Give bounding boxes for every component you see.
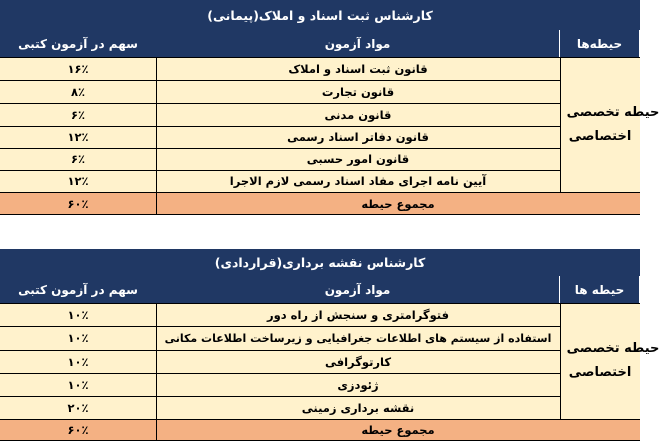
grid-line	[0, 440, 640, 441]
table-row	[0, 148, 640, 170]
table-row	[0, 126, 640, 148]
share-cell: ۱۲٪	[67, 130, 89, 144]
header-area: حیطه‌ها	[560, 30, 640, 57]
area-cell	[560, 303, 659, 419]
share-cell: ۶٪	[70, 107, 86, 122]
subject-cell: کارتوگرافی	[324, 354, 392, 369]
subject-cell: ژئودزی	[337, 377, 379, 392]
subject-cell: قانون مدنی	[324, 107, 392, 122]
table-header-row	[0, 276, 640, 303]
area-line: حیطه تخصصی	[566, 104, 659, 120]
area-cell	[560, 57, 659, 192]
table-surveying	[0, 249, 659, 442]
table-title-text: کارشناس ثبت اسناد و املاک(پیمانی)	[207, 7, 433, 23]
table-row	[0, 326, 640, 350]
table-title	[0, 0, 640, 30]
table-row	[0, 396, 640, 419]
share-cell: ۱۶٪	[67, 61, 89, 76]
share-cell: ۸٪	[70, 84, 86, 99]
total-share: ۶۰٪	[67, 422, 89, 437]
share-cell: ۱۰٪	[67, 307, 89, 322]
grid-line	[0, 126, 560, 127]
table-row	[0, 373, 640, 396]
grid-line	[0, 170, 560, 171]
grid-line	[0, 214, 640, 215]
header-area: حیطه ها	[560, 276, 640, 303]
total-label: مجموع حیطه	[361, 196, 435, 211]
subject-cell: قانون امور حسبی	[306, 152, 410, 166]
share-cell: ۱۰٪	[67, 354, 89, 369]
grid-line	[0, 80, 560, 81]
table-title	[0, 249, 640, 276]
table-row	[0, 170, 640, 192]
subject-cell: قانون تجارت	[321, 84, 395, 99]
subject-cell: نقشه برداری زمینی	[301, 400, 415, 415]
grid-line	[0, 419, 640, 420]
subject-cell: قانون ثبت اسناد و املاک	[288, 61, 428, 76]
table-registration	[0, 0, 659, 215]
area-line: حیطه تخصصی	[566, 341, 659, 356]
total-row	[0, 192, 640, 215]
table-title-text: کارشناس نقشه برداری(قراردادی)	[214, 255, 426, 270]
grid-line	[0, 350, 560, 351]
share-cell: ۲۰٪	[67, 400, 89, 415]
total-label: مجموع حیطه	[361, 422, 435, 437]
grid-line	[0, 373, 560, 374]
header-subject: مواد آزمون	[156, 30, 560, 57]
grid-line	[156, 57, 157, 215]
grid-line	[0, 148, 560, 149]
header-subject: مواد آزمون	[156, 276, 560, 303]
subject-cell: آیین نامه اجرای مفاد اسناد رسمی لازم الاجرا	[229, 174, 487, 188]
share-cell: ۱۰٪	[67, 331, 89, 345]
grid-line	[156, 303, 157, 440]
grid-line	[0, 103, 560, 104]
grid-line	[560, 57, 561, 192]
table-row	[0, 57, 640, 80]
subject-cell: فتوگرامتری و سنجش از راه دور	[266, 307, 450, 322]
header-share: سهم در آزمون کتبی	[18, 282, 138, 297]
area-line: اختصاصی	[568, 365, 632, 380]
table-row	[0, 303, 640, 326]
grid-line	[0, 396, 560, 397]
total-share: ۶۰٪	[67, 196, 89, 211]
share-cell: ۶٪	[70, 152, 86, 166]
grid-line	[560, 303, 561, 419]
share-cell: ۱۲٪	[67, 174, 89, 188]
subject-cell: قانون دفاتر اسناد رسمی	[287, 130, 429, 144]
area-line: اختصاصی	[568, 128, 632, 144]
grid-line	[0, 326, 560, 327]
table-row	[0, 350, 640, 373]
subject-cell: استفاده از سیستم های اطلاعات جغرافیایی و زیرساخت اطلاعات مکانی	[164, 331, 552, 345]
table-row	[0, 103, 640, 126]
grid-line	[0, 57, 640, 58]
table-row	[0, 80, 640, 103]
total-row	[0, 419, 640, 440]
grid-line	[0, 192, 640, 193]
grid-line	[0, 303, 640, 304]
share-cell: ۱۰٪	[67, 377, 89, 392]
table-header-row	[0, 30, 640, 57]
header-share: سهم در آزمون کتبی	[18, 36, 138, 51]
